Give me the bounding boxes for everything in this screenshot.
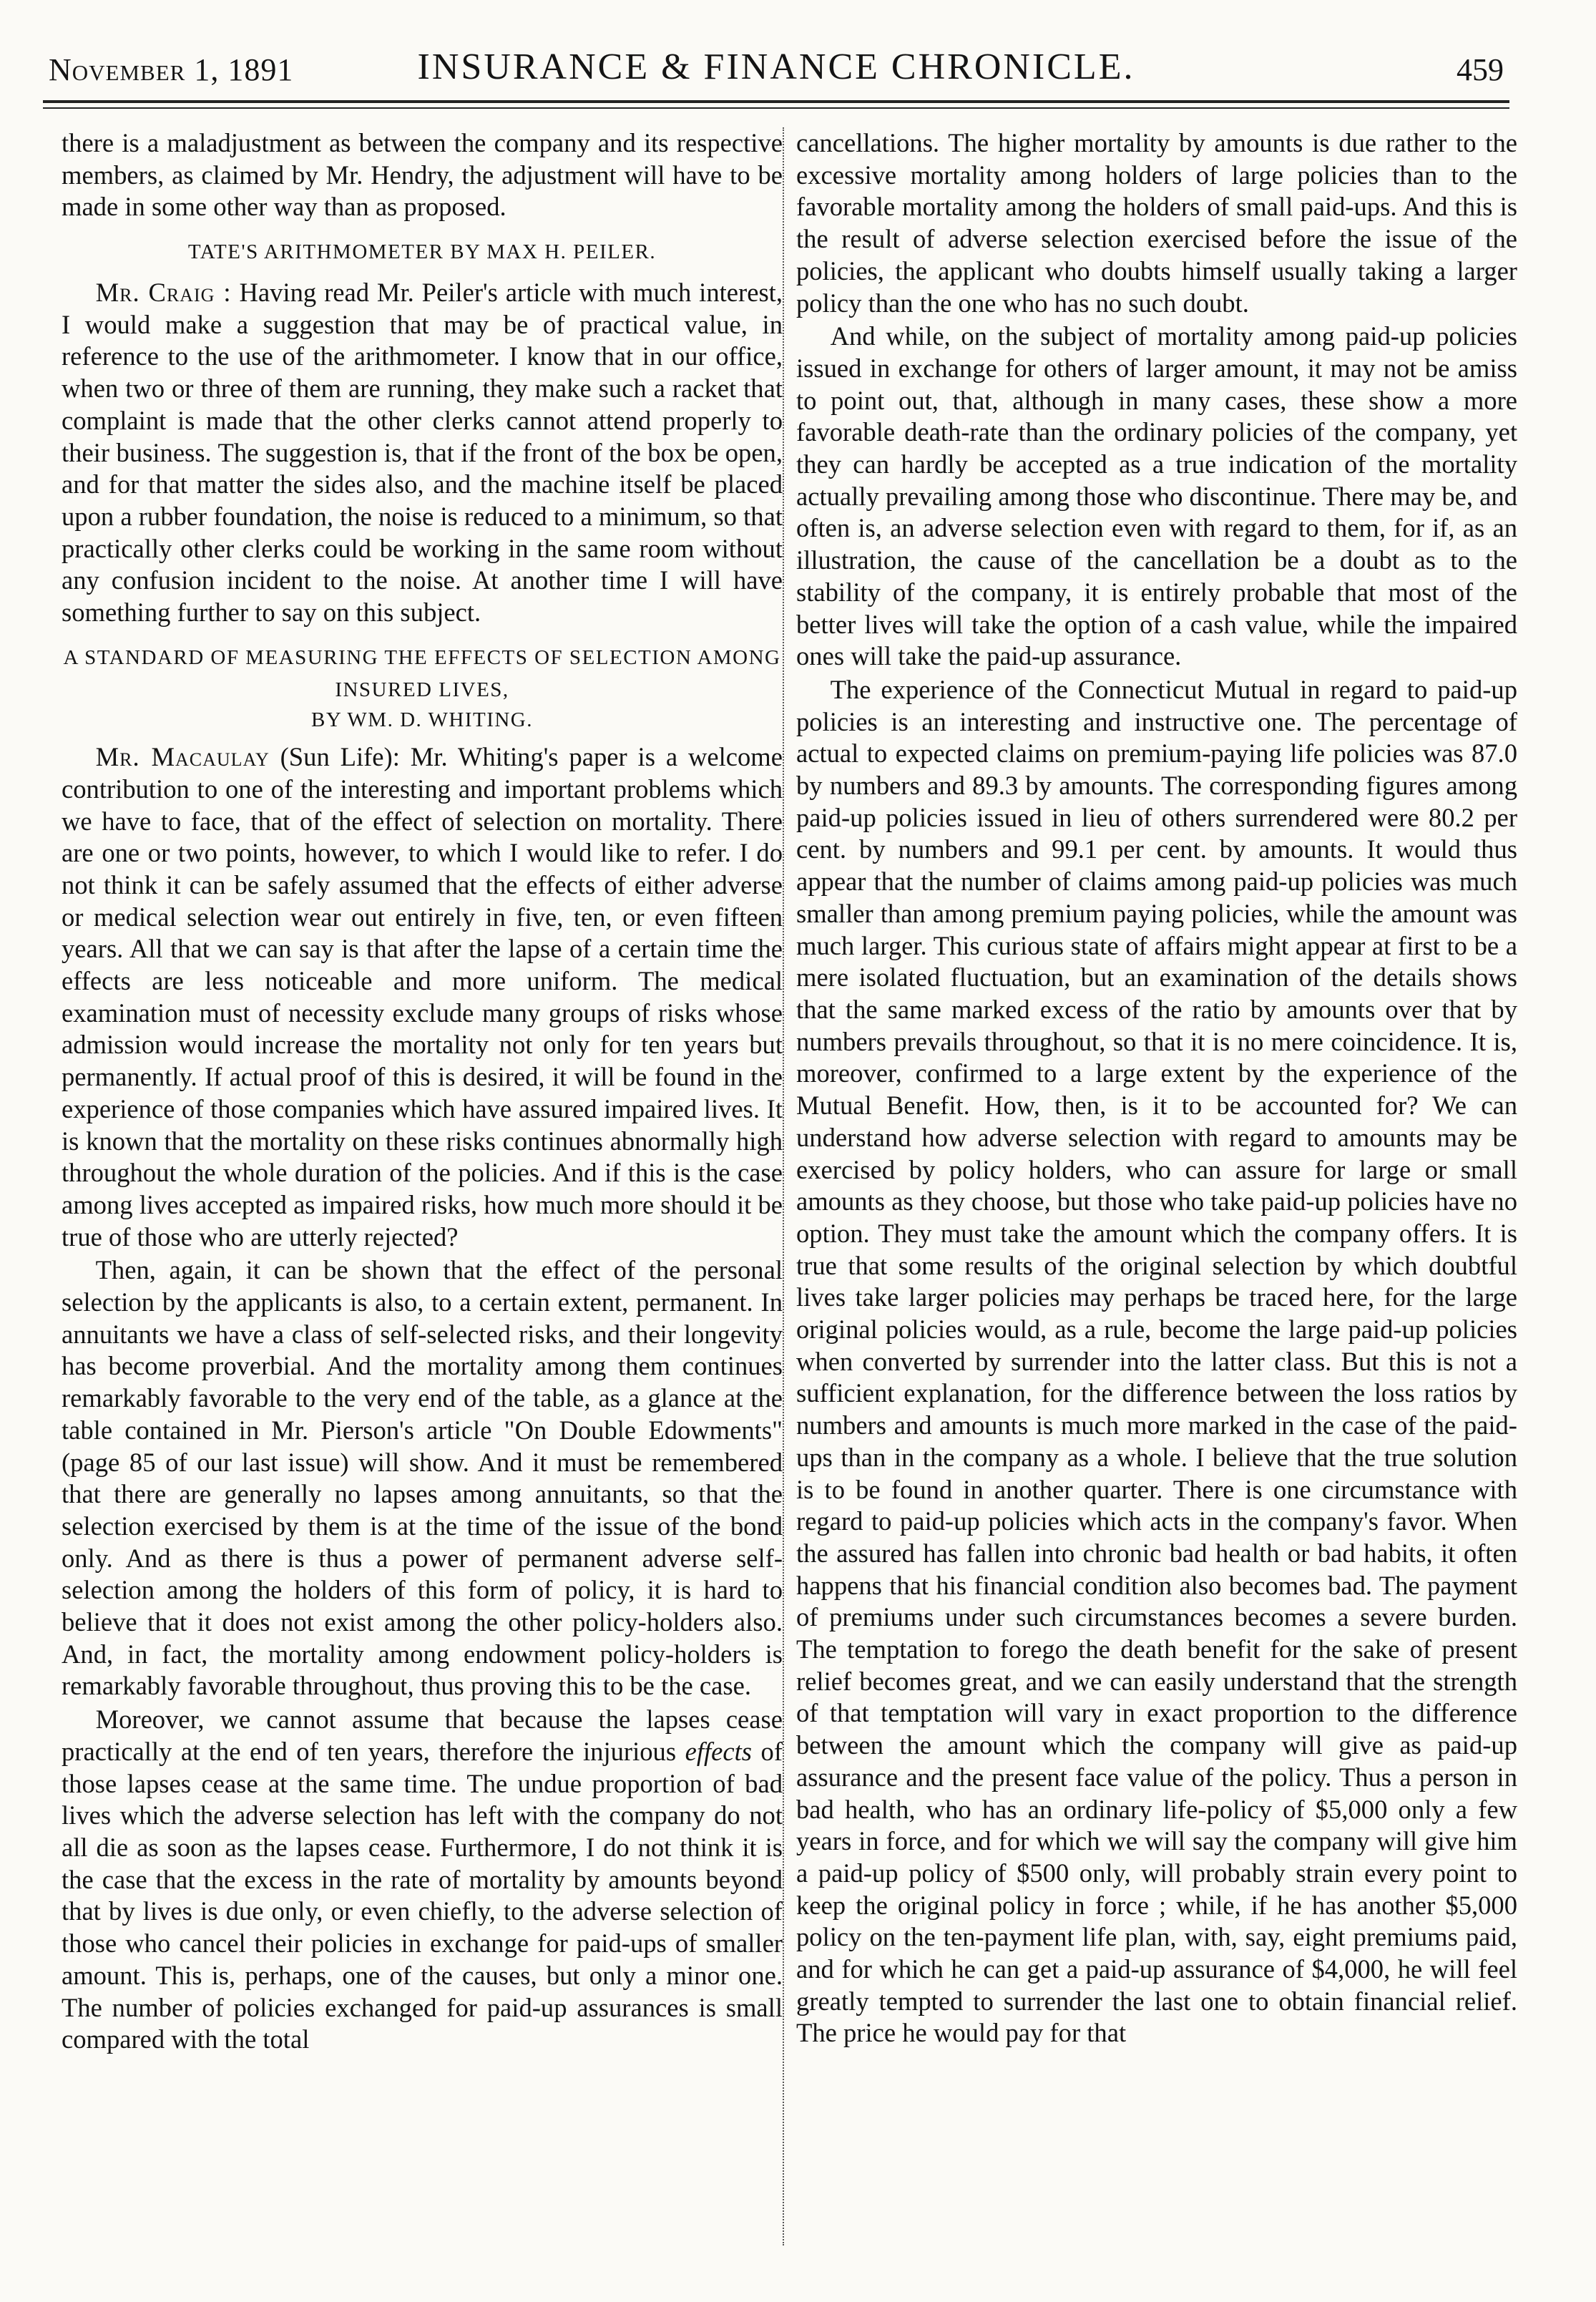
- paragraph: [62, 1704, 783, 2056]
- paragraph-text: (Sun Life): Mr. Whiting's paper is a welcome contribution to one of the interesting and important problems which we have to face, that of the effect of selection on mortality. There are one or two points, however, to which I would like to refer. I do not think it can be safely assumed that the effects of either adverse or medical selection wear out entirely in five, ten, or even fifteen years. All that we can say is that after the lapse of a certain time the effects are less noticeable and more uniform. The medical examination must of necessity exclude many groups of risks whose admission would increase the mortality not only for ten years but permanently. If actual proof of this is desired, it will be found in the experience of those companies which have assured impaired lives. It is known that the mortality on these risks continues abnormally high throughout the whole duration of the policies. And if this is the case among lives accepted as impaired risks, how much more should it be true of those who are utterly rejected?: [62, 742, 783, 1252]
- section-heading: TATE'S ARITHMOMETER BY MAX H. PEILER.: [187, 240, 657, 264]
- paragraph: [62, 741, 783, 1253]
- paragraph: Then, again, it can be shown that the effect of the personal selection by the applicants is also, to a certain extent, permanent. In annuitants we have a class of self-selected risks, and their longevity has become proverbial. And the mortality among them continues remarkably favorable to the very end of the table, as a glance at the table contained in Mr. Pierson's article "On Double Edowments" (page 85 of our last issue) will show. And it must be remembered that there are generally no lapses among annuitants, so that the selection exercised by them is at the time of the issue of the bond only. And as there is thus a power of permanent adverse self-selection among the holders of this form of policy, it is hard to believe that it does not exist among the other policy-holders also. And, in fact, the mortality among endowment policy-holders is remarkably favorable throughout, thus proving this to be the case.: [62, 1255, 783, 1701]
- byline: BY WM. D. WHITING.: [311, 708, 533, 731]
- issue-date: November 1, 1891: [49, 52, 294, 87]
- paragraph: The experience of the Connecticut Mutual in regard to paid-up policies is an interesting and instructive one. The percentage of actual to expected claims on premium-paying life policies was 87.0 by numbers and 89.3 by amounts. The corresponding figures among paid-up policies issued in lieu of others surrendered were 80.2 per cent. by numbers and 99.1 per cent. by amounts. It would thus appear that the number of claims among paid-up policies was much smaller than among premium paying policies, while the amount was much larger. This curious state of affairs might appear at first to be a mere isolated fluctuation, but an examination of the details shows that the same marked excess of the ratio by amounts over that by numbers prevails throughout, so that it is no mere coincidence. It is, moreover, confirmed to a large extent by the experience of the Mutual Benefit. How, then, is it to be accounted for? We can understand how adverse selection with regard to amounts may be exercised by policy holders, who can assure for large or small amounts as they choose, but those who take paid-up policies have no option. They must take the amount which the company offers. It is true that some results of the original selection by which doubtful lives take larger policies may perhaps be traced here, for the large original policies would, as a rule, become the large paid-up policies when converted by surrender into the latter class. But this is not a sufficient explanation, for the difference between the loss ratios by numbers and amounts is much more marked in the case of the paid-ups than in the company as a whole. I believe that the true solution is to be found in another quarter. There is one circumstance with regard to paid-up policies which acts in the company's favor. When the assured has fallen into chronic bad health or bad habits, it often happens that his financial condition also becomes bad. The payment of premiums under such circumstances becomes a severe burden. The temptation to forego the death benefit for the sake of present relief becomes great, and we can easily understand that the strength of that temptation will vary in exact proportion to the difference between the amount which the company will give as paid-up assurance and the present face value of the policy. Thus a person in bad health, who has an ordinary life-policy of $5,000 only a few years in force, and for which we will say the company will give him a paid-up policy of $500 only, will probably strain every point to keep the original policy in force ; while, if he has another $5,000 policy on the ten-payment life plan, with, say, eight premiums paid, and for which he can get a paid-up assurance of $4,000, he will feel greatly tempted to surrender the last one to obtain financial relief. The price he would pay for that: [796, 674, 1517, 2048]
- italic-text: effects: [685, 1736, 753, 1766]
- paragraph: there is a maladjustment as between the company and its respective members, as claimed by Mr. Hendry, the adjustment will have to be made in some other way than as proposed.: [62, 128, 783, 222]
- left-column: [62, 127, 783, 2056]
- paragraph: cancellations. The higher mortality by amounts is due rather to the excessive mortality among holders of large policies than to the favorable mortality among the holders of small paid-ups. And this is the result of adverse selection exercised before the issue of the policies, the applicant who doubts himself usually taking a larger policy than the one who has no such doubt.: [796, 128, 1517, 318]
- right-column: [796, 127, 1517, 2049]
- page-header: [43, 44, 1509, 102]
- header-rule-thick: [43, 100, 1509, 103]
- speaker-name: Mr. Macaulay: [95, 742, 270, 772]
- paragraph: [62, 277, 783, 629]
- speaker-name: Mr. Craig :: [95, 278, 232, 308]
- paragraph-text: of those lapses cease at the same time. The undue proportion of bad lives which the adverse selection has left with the company do not all die as soon as the lapses cease. Furthermore, I do not think it is the case that the excess in the rate of mortality by amounts beyond that by lives is due only, or even chiefly, to the adverse selection of those who cancel their policies in exchange for paid-ups of smaller amount. This is, perhaps, one of the causes, but only a minor one. The number of policies exchanged for paid-up assurances is small compared with the total: [62, 1736, 783, 2054]
- paragraph-text: Moreover, we cannot assume that because the lapses cease practically at the end of ten years, therefore the injurious: [62, 1704, 783, 1766]
- paragraph-text: Having read Mr. Peiler's article with much interest, I would make a suggestion that may be of practical value, in reference to the use of the arithmometer. I know that in our office, when two or three of them are running, they make such a racket that complaint is made that the other clerks cannot attend properly to their business. The suggestion is, that if the front of the box be open, and for that matter the sides also, and the machine itself be placed upon a rubber foundation, the noise is reduced to a minimum, so that practically other clerks could be working in the same room without any confusion incident to the noise. At another time I will have something further to say on this subject.: [62, 278, 783, 628]
- column-divider: [783, 127, 784, 2245]
- header-rule-thin: [43, 107, 1509, 109]
- publication-title: INSURANCE & FINANCE CHRONICLE.: [417, 47, 1135, 87]
- page-number: 459: [1457, 52, 1504, 87]
- section-heading: A STANDARD OF MEASURING THE EFFECTS OF SELECTION AMONG INSURED LIVES,: [63, 645, 781, 701]
- paragraph: And while, on the subject of mortality among paid-up policies issued in exchange for others of larger amount, it may not be amiss to point out, that, although in many cases, these show a more favorable death-rate than the ordinary policies of the company, yet they can hardly be accepted as a true indication of the mortality actually prevailing among those who discontinue. There may be, and often is, an adverse selection even with regard to them, for if, as an illustration, the cause of the cancellation be a doubt as to the stability of the company, it is entirely probable that most of the better lives will take the option of a cash value, while the impaired ones will take the paid-up assurance.: [796, 321, 1517, 671]
